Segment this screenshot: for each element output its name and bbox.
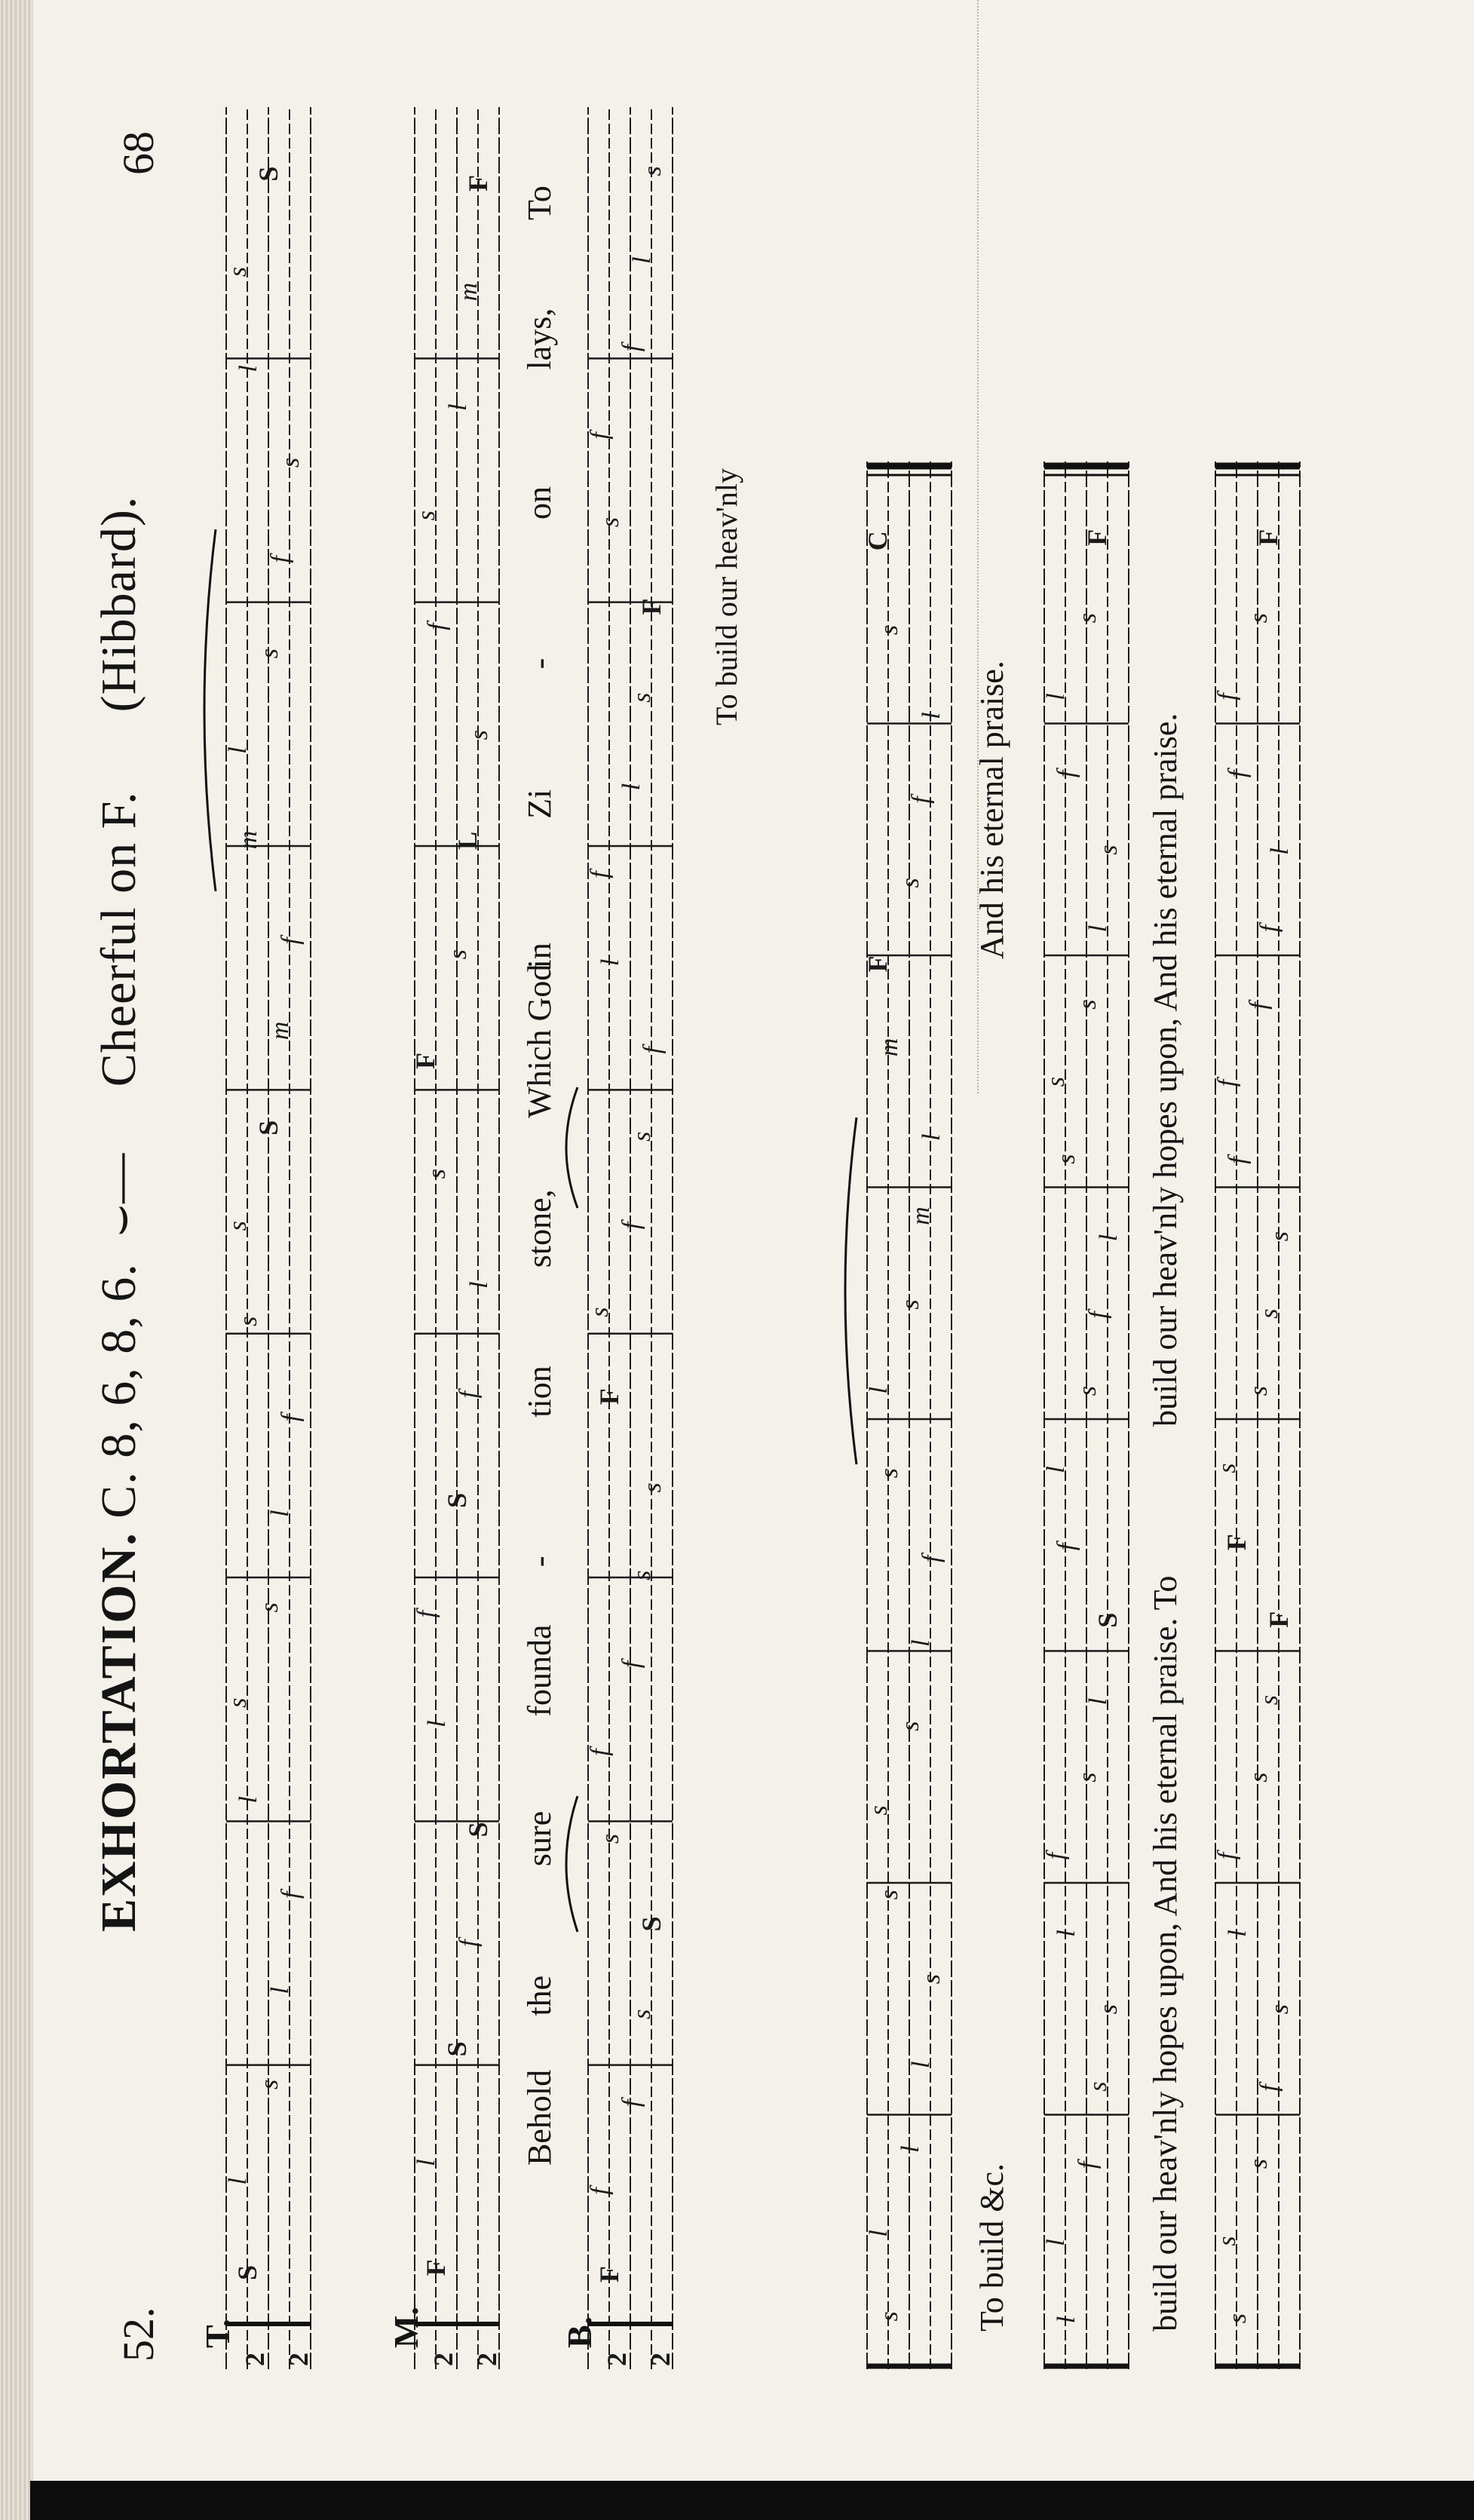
sol-fa-note: s [896, 1299, 924, 1310]
lyric-word: founda [521, 1624, 558, 1717]
svg-text:2: 2 [602, 2353, 632, 2366]
sol-fa-note: F [1264, 1611, 1294, 1628]
sol-fa-note: l [1084, 924, 1112, 933]
sol-fa-note: s [1213, 2236, 1241, 2246]
part-label-middle: M. [387, 2307, 425, 2348]
hymn-key: Cheerful on F. [91, 791, 146, 1087]
sol-fa-note: f [586, 1749, 614, 1756]
sol-fa-note: s [1042, 1077, 1070, 1087]
sol-fa-note: f [639, 1047, 667, 1054]
page-number-left: 52. [114, 2307, 163, 2362]
sol-fa-note: l [865, 2230, 893, 2237]
svg-text:2: 2 [240, 2353, 270, 2366]
sol-fa-note: F [594, 1388, 624, 1406]
sol-fa-note: S [232, 2265, 262, 2281]
hymn-title: EXHORTATION. [91, 1531, 146, 1932]
sol-fa-note: f [412, 1610, 440, 1618]
lyrics-verse-line [520, 0, 565, 2520]
lyric-word: tion [521, 1366, 558, 1418]
sol-fa-note: F [463, 174, 493, 192]
sol-fa-note: s [896, 878, 924, 888]
sol-fa-note: s [423, 1169, 451, 1179]
sol-fa-note: f [1042, 1852, 1070, 1860]
lyric-word: the [521, 1975, 558, 2016]
sol-fa-note: s [875, 2311, 903, 2322]
sol-fa-note: f [586, 2187, 614, 2195]
sol-fa-note: l [266, 1510, 294, 1517]
sol-fa-note: m [907, 1206, 935, 1225]
lyric-word: To [521, 185, 558, 220]
sol-fa-note: f [1224, 770, 1252, 778]
lyrics-tail-line: To build our heav'nly [709, 468, 743, 725]
sol-fa-note: s [875, 624, 903, 636]
sol-fa-note: l [234, 1795, 262, 1804]
sol-fa-note: s [256, 1602, 283, 1613]
sol-fa-note: l [234, 365, 262, 372]
sol-fa-note: f [1053, 770, 1080, 778]
part-label-bass: B. [560, 2316, 599, 2348]
sol-fa-note: F [1221, 1534, 1252, 1551]
sol-fa-note: l [865, 1387, 893, 1394]
sol-fa-note: s [1266, 1231, 1294, 1242]
sol-fa-note: s [628, 1131, 656, 1142]
sol-fa-note: l [444, 403, 472, 411]
lyric-upper-phrase-2: And his eternal praise. [973, 661, 1010, 959]
sol-fa-note: S [463, 1822, 493, 1838]
sol-fa-note: f [1245, 1002, 1273, 1010]
sol-fa-note: F [1082, 529, 1112, 546]
sol-fa-note: F [594, 2266, 624, 2283]
sol-fa-note: s [865, 1805, 893, 1816]
sol-fa-note: s [1245, 1772, 1273, 1783]
sol-fa-note: s [628, 692, 656, 703]
sol-fa-note: l [1053, 2316, 1080, 2324]
sol-fa-note: l [628, 256, 656, 264]
sol-fa-note: f [617, 2099, 645, 2108]
sol-fa-note: s [444, 949, 472, 960]
lyric-middle-phrase-2: build our heav'nly hopes upon, And his eternal praise. [1147, 713, 1184, 1427]
lyric-word: Which God [521, 964, 558, 1118]
sol-fa-note: f [907, 796, 935, 804]
sol-fa-note: s [1074, 1772, 1102, 1783]
sol-fa-note: f [1224, 1157, 1252, 1164]
sol-fa-note: l [224, 746, 252, 754]
sol-fa-note: l [224, 2178, 252, 2185]
sol-fa-note: l [266, 1987, 294, 1994]
sol-fa-note: s [875, 1468, 903, 1479]
sol-fa-note: S [253, 166, 283, 182]
sol-fa-note: l [1053, 1930, 1080, 1937]
sol-fa-note: f [266, 556, 294, 563]
sol-fa-note: l [1266, 848, 1294, 855]
sol-fa-note: f [1213, 1852, 1241, 1860]
sol-fa-note: m [455, 282, 483, 302]
sol-fa-note: s [918, 1973, 945, 1985]
sol-fa-note: s [1095, 845, 1123, 855]
sol-fa-note: f [1053, 1543, 1080, 1551]
staff-row-upper [863, 461, 956, 2369]
sol-fa-note: F [636, 598, 667, 615]
sol-fa-note: s [1074, 1386, 1102, 1396]
sol-fa-note: s [1245, 1386, 1273, 1396]
sol-fa-note: f [617, 1660, 645, 1669]
sol-fa-note: s [875, 1890, 903, 1900]
lyric-word: - [521, 1556, 558, 1568]
sol-fa-note: s [256, 2079, 283, 2089]
sol-fa-note: s [628, 1570, 656, 1580]
sol-fa-note: S [442, 1492, 472, 1508]
sol-fa-note: s [596, 517, 624, 528]
lyric-word: Zi [521, 789, 558, 819]
hymn-title-line [90, 47, 158, 1932]
svg-text:2: 2 [645, 2353, 676, 2366]
sol-fa-note: s [1266, 2004, 1294, 2015]
staff-tenor [226, 107, 315, 2369]
sol-fa-note: l [423, 1720, 451, 1728]
sol-fa-note: s [1095, 2004, 1123, 2015]
lyric-word: sure [521, 1810, 558, 1867]
sol-fa-note: s [1224, 2313, 1252, 2324]
sol-fa-note: f [277, 1414, 305, 1422]
sol-fa-note: S [442, 2041, 472, 2057]
sol-fa-note: s [1255, 1695, 1283, 1706]
lyric-word: stone, [521, 1189, 558, 1268]
sol-fa-note: f [918, 1555, 945, 1563]
sol-fa-note: s [586, 1307, 614, 1317]
part-label-tenor: T. [198, 2319, 237, 2348]
sol-fa-note: f [1213, 693, 1241, 701]
sol-fa-note: s [224, 1221, 252, 1231]
lyric-word: on [521, 486, 558, 520]
sol-fa-note: l [907, 1639, 935, 1647]
sol-fa-note: f [277, 1891, 305, 1899]
sol-fa-note: s [412, 510, 440, 521]
lyrics-upper-line [973, 0, 1018, 2520]
sol-fa-note: s [1084, 2081, 1112, 2092]
sol-fa-note: s [465, 730, 493, 740]
sol-fa-note: C [863, 531, 893, 551]
sol-fa-note: s [1053, 1154, 1080, 1164]
sol-fa-note: s [224, 1697, 252, 1708]
sol-fa-note: l [896, 2145, 924, 2153]
sol-fa-note: s [1245, 613, 1273, 624]
sol-fa-note: l [907, 2061, 935, 2068]
sol-fa-note: s [639, 166, 667, 176]
lyric-middle-phrase-1: build our heav'nly hopes upon, And his eternal praise. To [1147, 1575, 1184, 2331]
sol-fa-note: S [636, 1916, 667, 1932]
sol-fa-note: s [896, 1721, 924, 1731]
sol-fa-note: s [277, 457, 305, 468]
sol-fa-note: s [234, 1316, 262, 1326]
sol-fa-note: l [1042, 1466, 1070, 1473]
sol-fa-note: f [617, 344, 645, 352]
sol-fa-note: f [1255, 2084, 1283, 2092]
sol-fa-note: l [465, 1281, 493, 1289]
sol-fa-note: F [421, 2259, 451, 2276]
sol-fa-note: s [1074, 613, 1102, 624]
sol-fa-note: f [455, 1390, 483, 1399]
sol-fa-note: F [863, 955, 893, 973]
staff-middle [410, 107, 504, 2369]
sol-fa-note: f [277, 937, 305, 945]
sol-fa-note: S [253, 1120, 283, 1136]
sol-fa-note: l [1095, 1234, 1123, 1242]
sol-fa-note: L [452, 831, 483, 850]
sol-fa-note: l [918, 1133, 945, 1141]
sol-fa-note: S [1092, 1612, 1123, 1628]
sol-fa-note: f [1255, 924, 1283, 933]
sol-fa-note: l [617, 783, 645, 791]
sol-fa-note: s [628, 2009, 656, 2019]
sol-fa-note: l [1042, 693, 1070, 701]
sol-fa-note: l [1084, 1697, 1112, 1706]
sol-fa-note: m [234, 830, 262, 850]
sol-fa-note: s [224, 266, 252, 277]
staff-bass [588, 107, 677, 2369]
lyric-word: in [521, 943, 558, 969]
sol-fa-note: f [1074, 2161, 1102, 2169]
lyric-word: - [521, 658, 558, 670]
staff-row-middle [1044, 461, 1133, 2369]
sol-fa-note: s [1213, 1463, 1241, 1473]
svg-text:2: 2 [283, 2353, 314, 2366]
sol-fa-note: s [256, 648, 283, 659]
staff-row-lower [1215, 461, 1304, 2369]
sol-fa-note: s [1255, 1308, 1283, 1319]
hymn-meter: C. 8, 6, 8, 6. [91, 1263, 146, 1519]
sol-fa-note: f [586, 432, 614, 440]
sol-fa-note: s [1074, 999, 1102, 1010]
lyric-word: lays, [521, 308, 558, 370]
lyric-upper-phrase-1: To build &c. [973, 2163, 1010, 2331]
sol-fa-note: s [1245, 2159, 1273, 2169]
sol-fa-note: l [1224, 1930, 1252, 1937]
svg-text:2: 2 [428, 2353, 458, 2366]
sol-fa-note: l [412, 2159, 440, 2166]
hymn-composer: (Hibbard). [91, 495, 146, 713]
sol-fa-note: m [266, 1021, 294, 1041]
sol-fa-note: s [639, 1482, 667, 1493]
sol-fa-note: l [596, 958, 624, 967]
sol-fa-note: l [1042, 2239, 1070, 2246]
lyric-word: Behold [521, 2069, 558, 2166]
sol-fa-note: l [918, 712, 945, 719]
sol-fa-note: F [410, 1052, 440, 1069]
sol-fa-note: f [617, 1222, 645, 1230]
svg-text:2: 2 [472, 2353, 502, 2366]
sol-fa-note: f [423, 623, 451, 630]
sol-fa-note: F [1253, 529, 1283, 546]
sol-fa-note: m [875, 1038, 903, 1057]
sol-fa-note: f [455, 1939, 483, 1947]
sol-fa-note: s [596, 1833, 624, 1844]
sol-fa-note: f [586, 871, 614, 878]
sol-fa-note: f [1213, 1079, 1241, 1087]
slur-mark-icon: ⌣— [91, 1099, 146, 1250]
sol-fa-note: f [1084, 1311, 1112, 1319]
page-number-right: 68 [114, 131, 163, 175]
lyrics-middle-line [1146, 0, 1191, 2520]
